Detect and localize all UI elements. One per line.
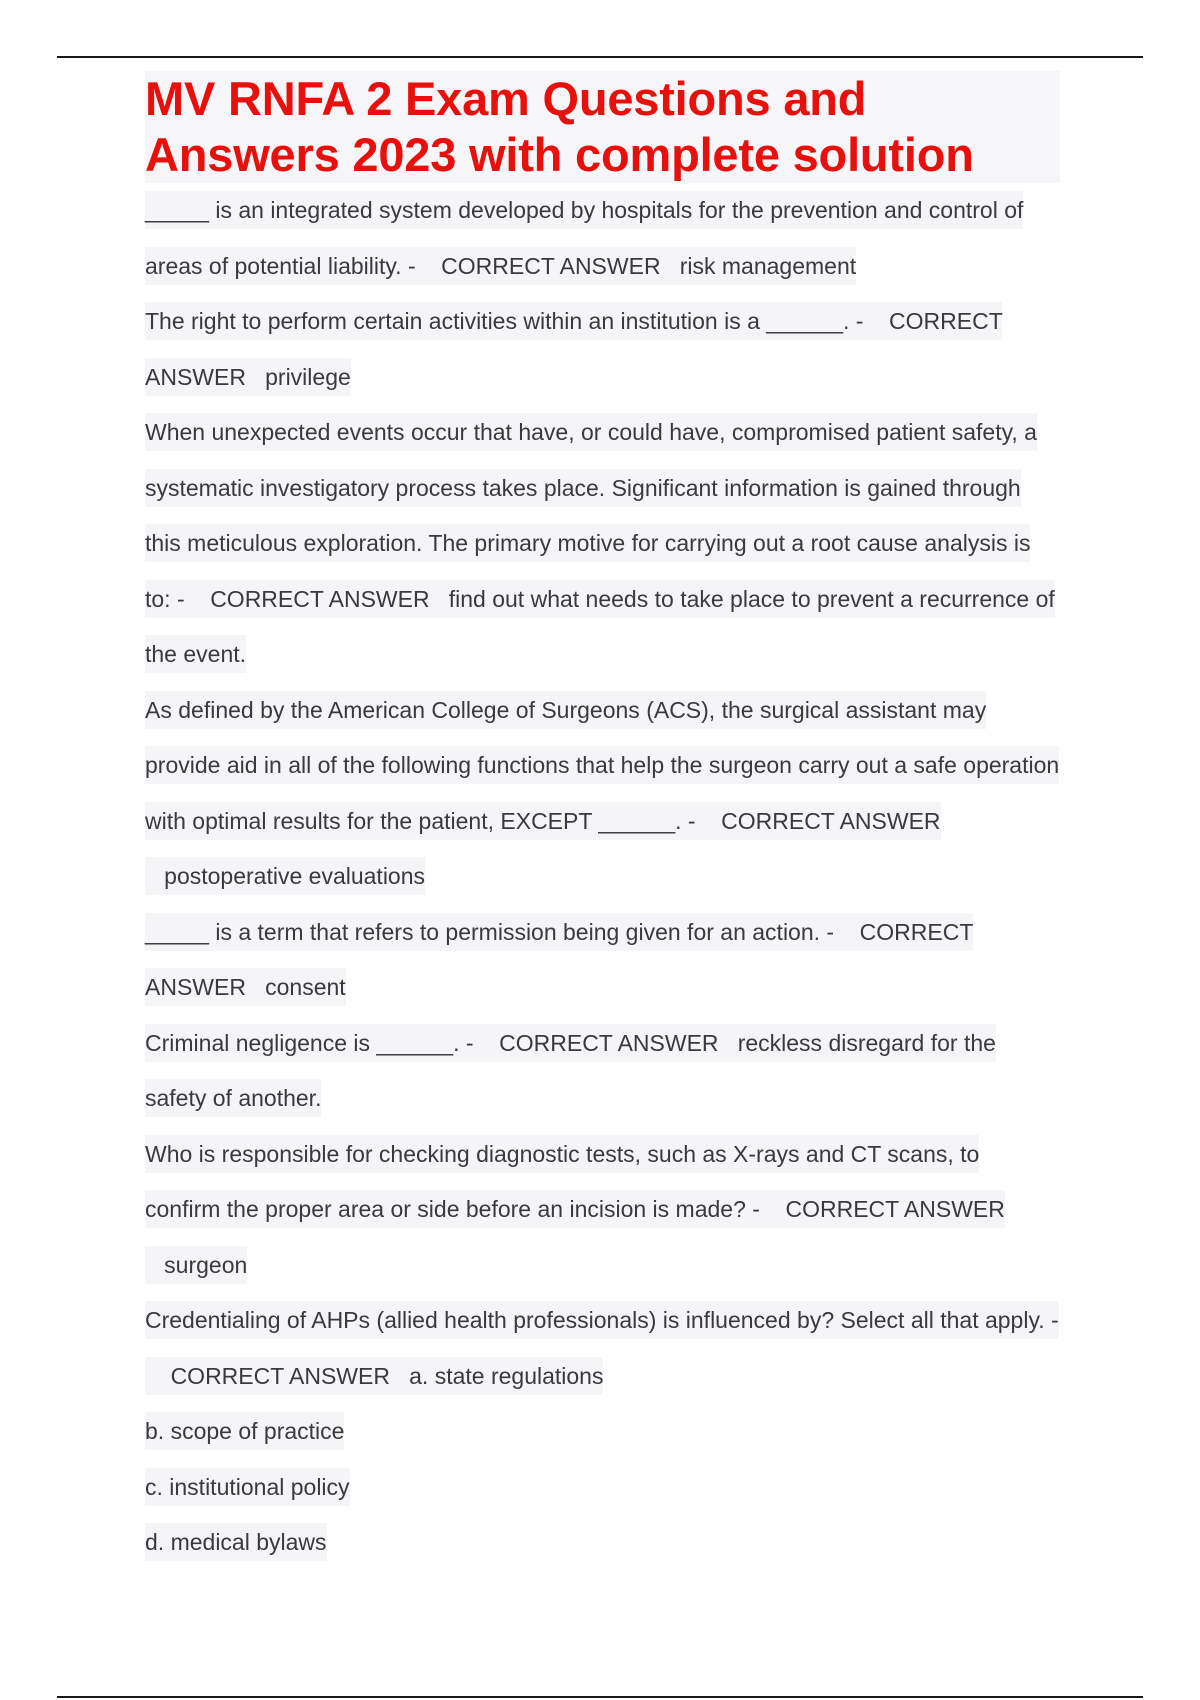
qa-item: [145, 1293, 1060, 1404]
qa-list: [145, 183, 1060, 1571]
answer-marker: CORRECT ANSWER: [499, 1029, 719, 1056]
qa-item: [145, 683, 1060, 905]
top-rule: [57, 56, 1143, 58]
question-text: Criminal negligence is ______. -: [145, 1029, 474, 1056]
answer-marker: CORRECT ANSWER: [441, 252, 661, 279]
question-text: The right to perform certain activities within an institution is a ______. -: [145, 308, 864, 334]
question-text: _____ is a term that refers to permission being given for an action. -: [145, 918, 835, 945]
question-text: Credentialing of AHPs (allied health professionals) is influenced by? Select all that apply. -: [145, 1307, 1059, 1333]
answer-text: risk management: [679, 252, 857, 279]
question-text: As defined by the American College of Surgeons (ACS), the surgical assistant may provide aid in all of the following functions that help the surgeon carry out a safe operation with optimal results for the patient, EXCEPT ______. -: [145, 696, 1060, 834]
answer-text: reckless disregard for the safety of another.: [145, 1029, 996, 1111]
qa-item: [145, 183, 1060, 294]
answer-option-line: c. institutional policy: [145, 1460, 1060, 1516]
answer-marker: CORRECT ANSWER: [210, 585, 430, 612]
answer-text: privilege: [265, 363, 351, 390]
answer-text: a. state regulations: [409, 1362, 604, 1389]
qa-item: [145, 1016, 1060, 1127]
qa-item: [145, 1127, 1060, 1294]
document-content: [145, 71, 1060, 1571]
answer-option-line: b. scope of practice: [145, 1404, 1060, 1460]
answer-marker: CORRECT ANSWER: [145, 918, 973, 1000]
answer-text: surgeon: [164, 1251, 248, 1278]
answer-text: find out what needs to take place to prevent a recurrence of the event.: [145, 585, 1055, 667]
qa-item: [145, 294, 1060, 405]
answer-marker: CORRECT ANSWER: [170, 1362, 390, 1389]
answer-text: postoperative evaluations: [164, 863, 426, 889]
question-text: Who is responsible for checking diagnostic tests, such as X-rays and CT scans, to confirm the proper area or side before an incision is made? -: [145, 1140, 980, 1222]
qa-item: [145, 905, 1060, 1016]
bottom-rule: [57, 1696, 1143, 1698]
document-title: MV RNFA 2 Exam Questions and Answers 2023 with complete solution: [145, 71, 1060, 183]
answer-marker: CORRECT ANSWER: [785, 1196, 1005, 1222]
question-text: _____ is an integrated system developed by hospitals for the prevention and control of areas of potential liability. -: [145, 197, 1024, 279]
question-text: When unexpected events occur that have, or could have, compromised patient safety, a systematic investigatory process takes place. Significant information is gained through this meticulous exploration. The primary motive for carrying out a root cause analysis is to: -: [145, 419, 1037, 612]
answer-text: consent: [265, 974, 346, 1000]
qa-item: [145, 405, 1060, 683]
answer-marker: CORRECT ANSWER: [721, 807, 941, 834]
answer-option-line: d. medical bylaws: [145, 1515, 1060, 1571]
answer-marker: CORRECT ANSWER: [145, 308, 1003, 390]
